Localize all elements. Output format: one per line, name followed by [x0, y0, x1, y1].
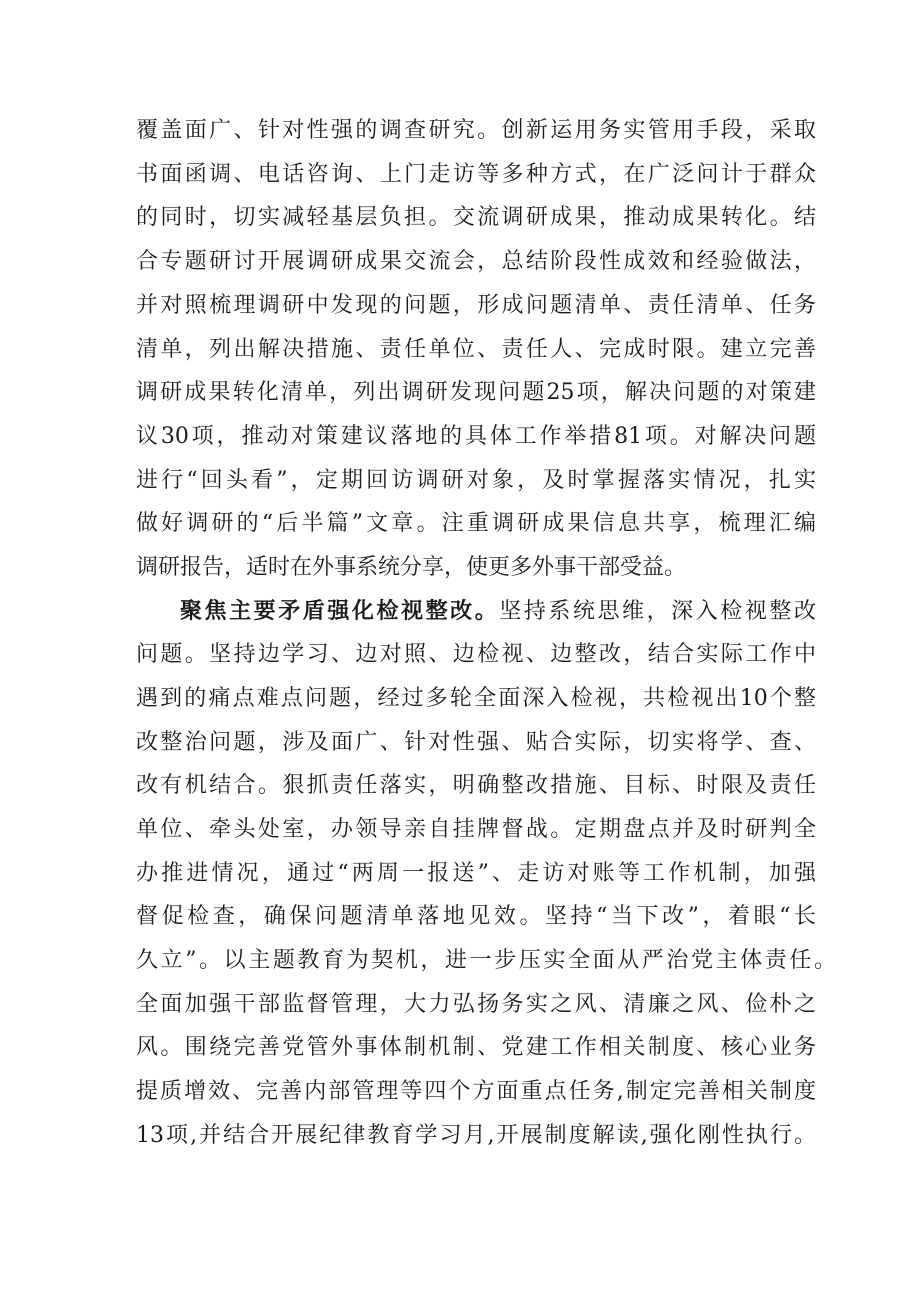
paragraph-line: 调研成果转化清单，列出调研发现问题25项，解决问题的对策建: [136, 380, 816, 405]
paragraph-line: 改有机结合。狠抓责任落实，明确整改措施、目标、时限及责任: [136, 773, 816, 798]
paragraph-line: 单位、牵头处室，办领导亲自挂牌督战。定期盘点并及时研判全: [136, 817, 816, 842]
paragraph-line: 书面函调、电话咨询、上门走访等多种方式，在广泛问计于群众: [136, 162, 816, 187]
paragraph-line: 督促检查，确保问题清单落地见效。坚持“当下改”，着眼“长: [136, 904, 816, 929]
paragraph-line: 调研报告，适时在外事系统分享，使更多外事干部受益。: [136, 555, 687, 580]
paragraph-line: 13项,并结合开展纪律教育学习月,开展制度解读,强化刚性执行。: [136, 1123, 816, 1148]
paragraph-line: 提质增效、完善内部管理等四个方面重点任务,制定完善相关制度: [136, 1079, 816, 1104]
paragraph-line: 清单，列出解决措施、责任单位、责任人、完成时限。建立完善: [136, 337, 816, 362]
paragraph-line: 并对照梳理调研中发现的问题，形成问题清单、责任清单、任务: [136, 293, 816, 318]
paragraph-line: 进行“回头看”，定期回访调研对象，及时掌握落实情况，扎实: [136, 468, 816, 493]
paragraph-text: 坚持系统思维，深入检视整改: [499, 599, 816, 624]
paragraph-line: 议30项，推动对策建议落地的具体工作举措81项。对解决问题: [136, 424, 816, 449]
paragraph-line: 风。围绕完善党管外事体制机制、党建工作相关制度、核心业务: [136, 1035, 816, 1060]
paragraph-line: 问题。坚持边学习、边对照、边检视、边整改，结合实际工作中: [136, 642, 816, 667]
section-heading: 聚焦主要矛盾强化检视整改。: [180, 599, 500, 624]
paragraph-line: 覆盖面广、针对性强的调查研究。创新运用务实管用手段，采取: [136, 118, 816, 143]
paragraph-line: 的同时，切实减轻基层负担。交流调研成果，推动成果转化。结: [136, 205, 816, 230]
paragraph-line: 遇到的痛点难点问题，经过多轮全面深入检视，共检视出10个整: [136, 686, 816, 711]
paragraph-line: 全面加强干部监督管理，大力弘扬务实之风、清廉之风、俭朴之: [136, 992, 816, 1017]
paragraph-line: 改整治问题，涉及面广、针对性强、贴合实际，切实将学、查、: [136, 730, 816, 755]
paragraph-line: 做好调研的“后半篇”文章。注重调研成果信息共享，梳理汇编: [136, 511, 816, 536]
paragraph-line: 办推进情况，通过“两周一报送”、走访对账等工作机制，加强: [136, 861, 816, 886]
paragraph-line: 合专题研讨开展调研成果交流会，总结阶段性成效和经验做法，: [136, 249, 816, 274]
paragraph-line: 久立”。以主题教育为契机，进一步压实全面从严治党主体责任。: [136, 948, 836, 973]
paragraph-first-line: [180, 599, 816, 625]
